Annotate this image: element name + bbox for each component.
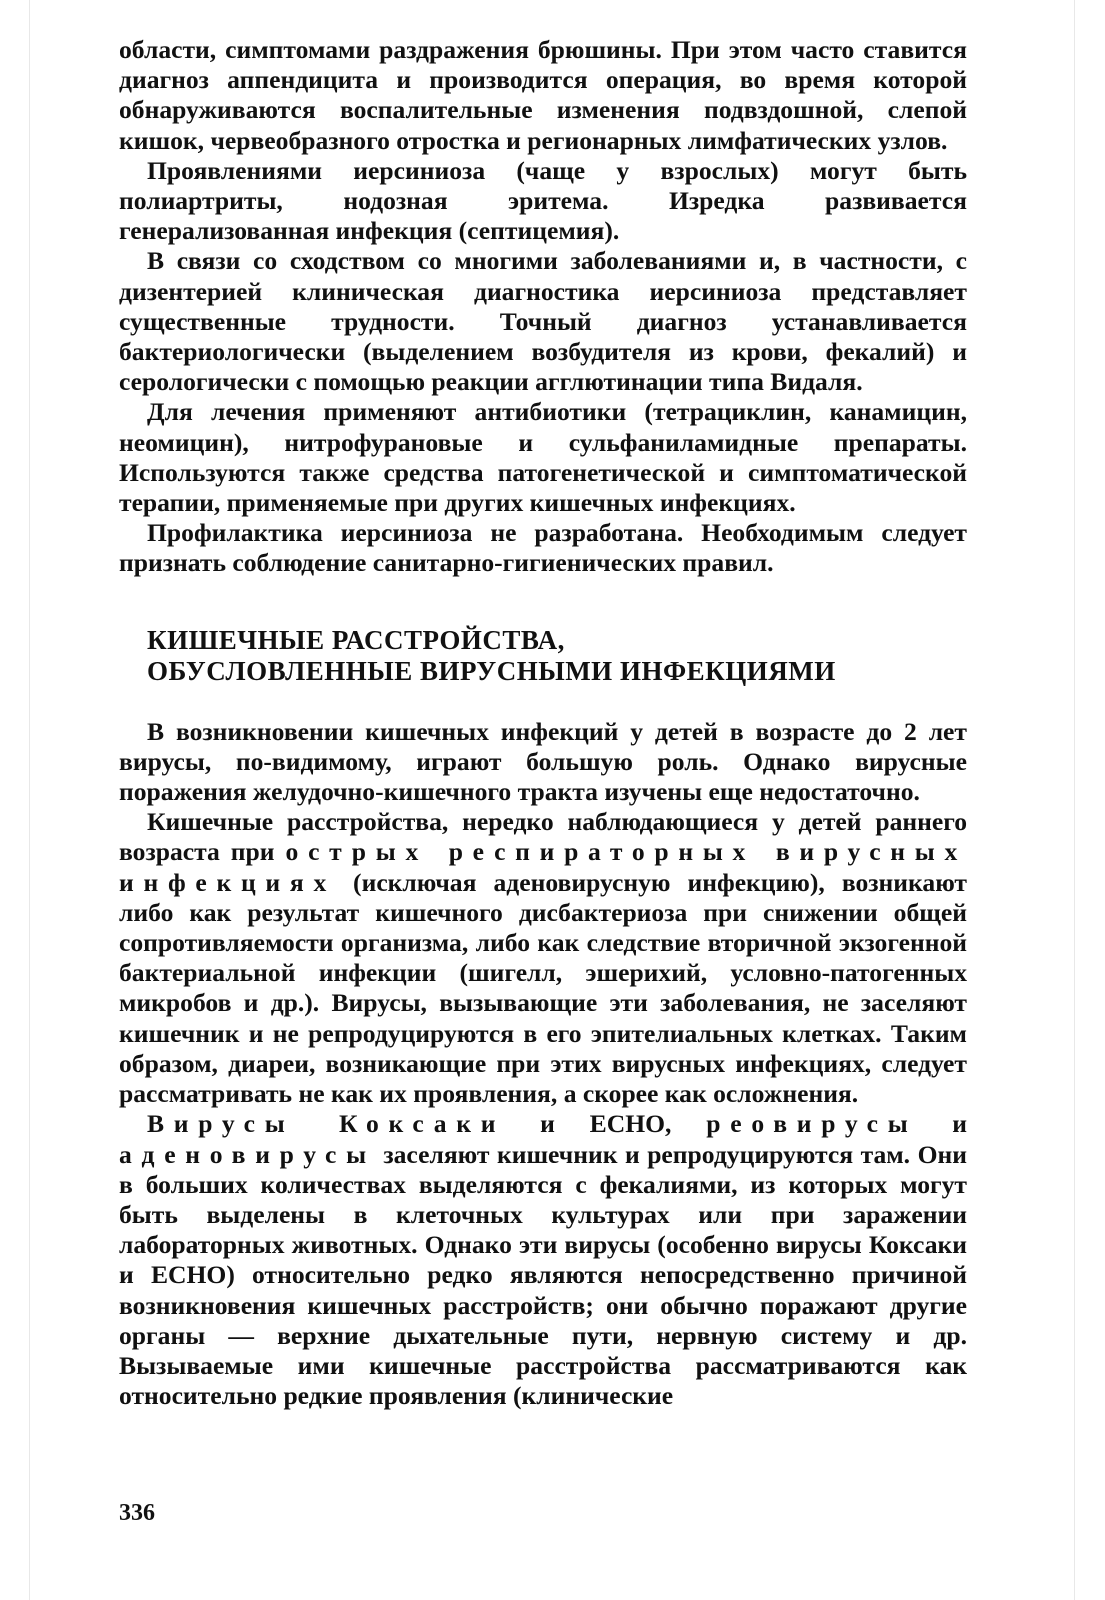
text-run: заселяют кишечник и репродуцируются там. Они в больших количествах выделяются с фекалиями, из которых могут быть выделены в клеточных культурах или при заражении лабораторных животных. Однако эти вирусы (особенно вирусы Коксаки и ECHO) относительно редко являются непосредственно причиной возникновения кишечных расстройств; они обычно поражают другие органы — верхние дыхательные пути, нервную систему и др. Вызываемые ими кишечные расстройства рассматриваются как относительно редкие проявления (клинические xyxy=(119,1139,967,1411)
paragraph-manifestations: Проявлениями иерсиниоза (чаще у взрослых) могут быть полиартриты, нодозная эритема. Изредка развивается генерализованная инфекция (септицемия). xyxy=(119,155,967,246)
text-run: Кишечные расстройства, нередко наблюдающиеся у детей раннего возраста при xyxy=(119,807,967,867)
page-text xyxy=(119,35,967,1411)
page-number: 336 xyxy=(119,1500,155,1526)
text-run: и xyxy=(917,1109,967,1139)
paragraph-viral-role: В возникновении кишечных инфекций у детей в возрасте до 2 лет вирусы, по-видимому, играют большую роль. Однако вирусные поражения желудочно-кишечного тракта изучены еще недостаточно. xyxy=(119,716,967,807)
spaced-term-adenovirus: аденовирусы xyxy=(119,1139,376,1169)
spaced-term-reovirus: реовирусы xyxy=(706,1109,918,1139)
paragraph-viral-disorders xyxy=(119,807,967,1109)
spaced-term-coxsackie: Вирусы Коксаки xyxy=(147,1109,506,1139)
text-run: и ECHO, xyxy=(505,1109,707,1139)
section-heading-line-2: ОБУСЛОВЛЕННЫЕ ВИРУСНЫМИ ИНФЕКЦИЯМИ xyxy=(147,655,836,686)
spaced-term-respiratory: острых респираторных вирусных инфекциях xyxy=(119,837,967,897)
paragraph-viral-types xyxy=(119,1109,967,1411)
section-heading xyxy=(147,625,967,687)
section-heading-line-1: КИШЕЧНЫЕ РАССТРОЙСТВА, xyxy=(147,624,565,655)
paragraph-appendicitis: области, симптомами раздражения брюшины. При этом часто ставится диагноз аппендицита и производится операция, во время которой обнаруживаются воспалительные изменения подвздошной, слепой кишок, червеобразного отростка и регионарных лимфатических узлов. xyxy=(119,35,967,155)
paragraph-diagnostics: В связи со сходством со многими заболеваниями и, в частности, с дизентерией клиническая диагностика иерсиниоза представляет существенные трудности. Точный диагноз устанавливается бактериологически (выделением возбудителя из крови, фекалий) и серологически с помощью реакции агглютинации типа Видаля. xyxy=(119,246,967,397)
text-run: (исключая аденовирусную инфекцию), возникают либо как результат кишечного дисбактериоза при снижении общей сопротивляемости организма, либо как следствие вторичной экзогенной бактериальной инфекции (шигелл, эшерихий, условно-патогенных микробов и др.). Вирусы, вызывающие эти заболевания, не заселяют кишечник и не репродуцируются в его эпителиальных клетках. Таким образом, диареи, возникающие при этих вирусных инфекциях, следует рассматривать не как их проявления, а скорее как осложнения. xyxy=(119,867,967,1109)
paragraph-prevention: Профилактика иерсиниоза не разработана. Необходимым следует признать соблюдение санитарно-гигиенических правил. xyxy=(119,518,967,578)
paragraph-treatment: Для лечения применяют антибиотики (тетрациклин, канамицин, неомицин), нитрофурановые и сульфаниламидные препараты. Используются также средства патогенетической и симптоматической терапии, применяемые при других кишечных инфекциях. xyxy=(119,397,967,518)
book-page xyxy=(29,0,1075,1600)
